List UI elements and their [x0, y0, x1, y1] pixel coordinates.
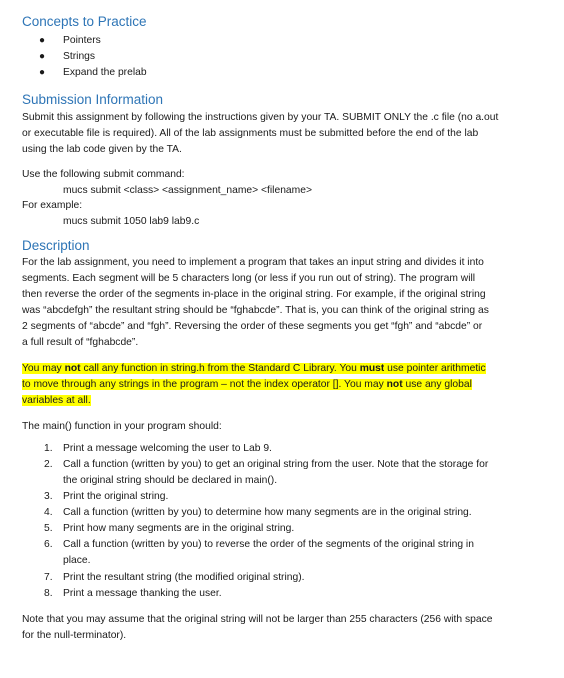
step-text: Print the original string.: [63, 491, 169, 502]
requirement-emphasis: not: [64, 363, 81, 374]
step-text: Print how many segments are in the original string.: [63, 523, 295, 534]
example-intro: For example:: [22, 200, 83, 211]
submission-text-line: or executable file is required). All of the lab assignments must be submitted before the end of the lab: [22, 128, 479, 139]
requirement-text: variables at all.: [22, 395, 91, 406]
step-text: the original string should be declared in main().: [63, 475, 278, 486]
submit-command: mucs submit <class> <assignment_name> <filename>: [63, 185, 312, 196]
description-text-line: was “abcdefgh” the resultant string should be “fghabcde”. That is, you can think of the original string as: [22, 305, 489, 316]
bullet-icon: ●: [39, 67, 46, 78]
step-text: Print a message thanking the user.: [63, 588, 222, 599]
requirement-line: [22, 361, 486, 376]
command-intro: Use the following submit command:: [22, 169, 185, 180]
step-text: place.: [63, 555, 91, 566]
concept-item: Expand the prelab: [63, 67, 147, 78]
step-text: Call a function (written by you) to determine how many segments are in the original string.: [63, 507, 472, 518]
step-number: 7.: [44, 572, 53, 583]
submission-text-line: Submit this assignment by following the instructions given by your TA. SUBMIT ONLY the .c file (no a.out: [22, 112, 499, 123]
submission-heading: Submission Information: [22, 92, 164, 107]
concept-item: Pointers: [63, 35, 101, 46]
note-line: Note that you may assume that the original string will not be larger than 255 characters (256 with space: [22, 614, 493, 625]
description-text-line: segments. Each segment will be 5 characters long (or less if you run out of string). The program will: [22, 273, 476, 284]
step-text: Call a function (written by you) to get an original string from the user. Note that the storage for: [63, 459, 489, 470]
description-heading: Description: [22, 238, 90, 253]
requirement-emphasis: must: [359, 363, 385, 374]
bullet-icon: ●: [39, 35, 46, 46]
step-number: 5.: [44, 523, 53, 534]
note-line: for the null-terminator).: [22, 630, 127, 641]
step-number: 4.: [44, 507, 53, 518]
step-number: 1.: [44, 443, 53, 454]
requirement-text: to move through any strings in the program – not the index operator []. You may: [22, 379, 387, 390]
step-text: Call a function (written by you) to reverse the order of the segments of the original string in: [63, 539, 474, 550]
step-text: Print a message welcoming the user to Lab 9.: [63, 443, 272, 454]
description-text-line: 2 segments of “abcde” and “fgh”. Reversing the order of these segments you get “fgh” and “abcde” or: [22, 321, 483, 332]
concept-item: Strings: [63, 51, 96, 62]
step-number: 3.: [44, 491, 53, 502]
requirement-line: [22, 393, 91, 408]
step-text: Print the resultant string (the modified original string).: [63, 572, 305, 583]
description-text-line: a full result of “fghabcde”.: [22, 337, 139, 348]
requirement-line: [22, 377, 472, 392]
requirement-text: use pointer arithmetic: [384, 363, 486, 374]
submit-example: mucs submit 1050 lab9 lab9.c: [63, 216, 200, 227]
description-text-line: For the lab assignment, you need to implement a program that takes an input string and divides it into: [22, 257, 484, 268]
step-number: 6.: [44, 539, 53, 550]
requirement-text: call any function in string.h from the Standard C Library. You: [80, 363, 360, 374]
description-text-line: then reverse the order of the segments in-place in the original string. For example, if the original string: [22, 289, 486, 300]
bullet-icon: ●: [39, 51, 46, 62]
requirement-text: You may: [22, 363, 65, 374]
requirement-emphasis: not: [386, 379, 403, 390]
step-number: 8.: [44, 588, 53, 599]
step-number: 2.: [44, 459, 53, 470]
concepts-heading: Concepts to Practice: [22, 14, 147, 29]
submission-text-line: using the lab code given by the TA.: [22, 144, 182, 155]
requirement-text: use any global: [402, 379, 472, 390]
main-intro: The main() function in your program should:: [22, 421, 222, 432]
